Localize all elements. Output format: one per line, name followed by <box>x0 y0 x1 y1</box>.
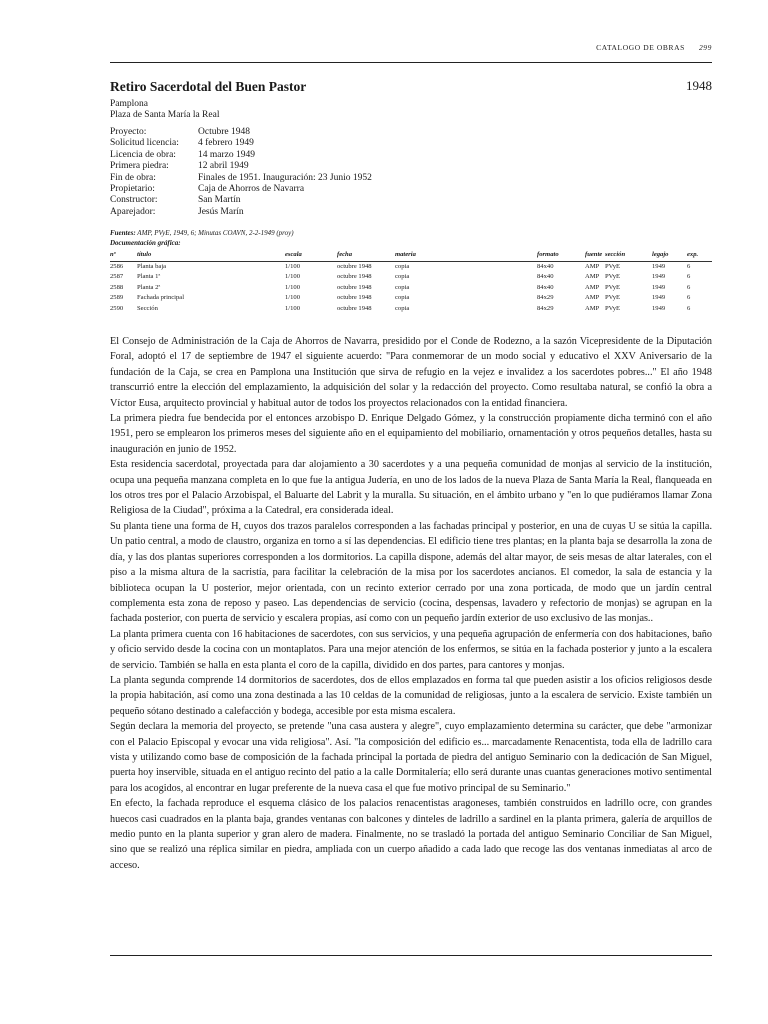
table-cell: 2590 <box>110 304 124 312</box>
fact-row <box>110 184 372 195</box>
fact-row <box>110 138 372 149</box>
table-cell: Fachada principal <box>137 294 185 301</box>
table-cell: Sección <box>137 304 158 312</box>
table-cell: AMP <box>585 304 600 312</box>
table-cell: 1/100 <box>285 273 301 280</box>
location-city: Pamplona <box>110 99 148 109</box>
table-cell: 2588 <box>110 283 124 291</box>
table-cell: 1/100 <box>285 294 301 301</box>
table-cell: 84x40 <box>537 262 554 270</box>
table-cell: AMP <box>585 273 600 280</box>
year: 1948 <box>686 78 712 93</box>
table-cell: PVyE <box>605 304 621 312</box>
fact-row <box>110 195 372 206</box>
table-cell: 2586 <box>110 262 124 270</box>
fact-value: Finales de 1951. Inauguración: 23 Junio 1952 <box>198 172 372 183</box>
col-header: legajo <box>652 250 687 261</box>
table-cell: AMP <box>585 283 600 291</box>
table-cell: copia <box>395 294 410 301</box>
location-address: Plaza de Santa María la Real <box>110 110 220 120</box>
fact-label: Fin de obra: <box>110 172 156 183</box>
fact-row <box>110 161 372 172</box>
fact-row <box>110 127 372 138</box>
table-cell: Planta 1ª <box>137 273 161 280</box>
fact-value: 12 abril 1949 <box>198 161 249 172</box>
page-title: Retiro Sacerdotal del Buen Pastor <box>110 79 307 94</box>
table-row <box>110 261 712 272</box>
table-cell: copia <box>395 283 410 291</box>
table-cell: octubre 1948 <box>337 294 372 301</box>
fact-row <box>110 173 372 184</box>
table-cell: Planta baja <box>137 262 167 270</box>
table-cell: 6 <box>687 304 691 312</box>
fact-row <box>110 207 372 218</box>
paragraph: La planta segunda comprende 14 dormitorios de sacerdotes, dos de ellos emplazados en forma tal que pueden asistir a los oficios religiosos desde la propia habitación, así como una zona destinada a las 10 celdas de la comunidad de religiosas, junto a la escalera de servicio. Existe también un pequeño sótano destinado a calefacción y bodega, accesible por esta misma escalera. <box>110 674 712 717</box>
col-header: materia <box>395 250 537 261</box>
fact-label: Aparejador: <box>110 206 156 217</box>
location-block <box>110 99 219 121</box>
sources-text: AMP, PVyE, 1949, 6; Minutas COAVN, 2-2-1949 (proy) <box>137 229 294 237</box>
fact-value: San Martín <box>198 195 241 206</box>
table-cell: 84x40 <box>537 273 554 280</box>
col-header: formato <box>537 250 585 261</box>
table-cell: AMP <box>585 294 600 301</box>
table-row <box>110 293 712 304</box>
table-cell: copia <box>395 273 410 280</box>
table-cell: 1/100 <box>285 262 301 270</box>
table-cell: Planta 2ª <box>137 283 161 291</box>
table-cell: 84x29 <box>537 304 554 312</box>
graphic-docs-label: Documentación gráfica: <box>110 239 181 247</box>
page-number: 299 <box>698 43 712 52</box>
paragraph: La planta primera cuenta con 16 habitaciones de sacerdotes, con sus servicios, y una pequeña agrupación de enfermería con dos habitaciones, baño y oficio servido desde la cocina con un montaplatos. Para una mejor atención de los enfermos, se sitúa en la fachada posterior y junto a la escalera de servicio. También se halla en esta planta el coro de la capilla, dividido en dos partes, para cantores y monjas. <box>110 628 712 671</box>
table-cell: copia <box>395 304 410 312</box>
fact-row <box>110 150 372 161</box>
table-cell: 1/100 <box>285 283 301 291</box>
table-row <box>110 283 712 294</box>
running-section: CATALOGO DE OBRAS <box>596 43 685 52</box>
paragraph: La primera piedra fue bendecida por el entonces arzobispo D. Enrique Delgado Gómez, y la construcción propiamente dicha terminó con el año 1951, pero se emplearon los primeros meses del siguiente año en el equipamiento del mobiliario, ornamentación y otros pequeños detalles, hasta su inauguración en junio de 1952. <box>110 413 712 455</box>
fact-label: Primera piedra: <box>110 161 169 172</box>
col-header: exp. <box>687 250 712 261</box>
paragraph: Su planta tiene una forma de H, cuyos dos trazos paralelos corresponden a las fachadas principal y posterior, en una de cuyas U se sitúa la capilla. Un patio central, a modo de claustro, organiza en torno a sí las dependencias. El edificio tiene tres plantas; en la planta baja se desarrolla la zona de día, y las dos plantas superiores corresponden a los dormitorios. La capilla dispone, además del altar mayor, de seis mesas de altar laterales, con el piso a la misma altura de la sacristía, para facilitar la celebración de la misa por los sacerdotes ancianos. El comedor, la sala de estancia y la biblioteca ocupan la U posterior, mejor orientada, con un recinto exterior cerrado por una zona porticada, de modo que un jardín central complementa esta zona de reposo y paseo. Las dependencias de servicio (cocina, despensas, lavadero y refectorio de monjas) se agrupan en la fachada posterior, con puerta de servicio y escalera propias, así como con un pequeño jardín exterior de uso exclusivo de las monjas.. <box>110 520 712 625</box>
fact-label: Licencia de obra: <box>110 149 176 160</box>
table-cell: 84x40 <box>537 283 554 291</box>
paragraph: Según declara la memoria del proyecto, se pretende "una casa austera y alegre", cuyo emplazamiento determina su carácter, que debe "armonizar con el Palacio Episcopal y evocar una vida religiosa". Así. "la composición del edificio es... marcadamente Renacentista, toda ella de ladrillo cara vista y utilizando como base de composición de la fachada principal la portada de piedra del antiguo Seminario con la dedicación de San Miguel, puerta hoy inservible, situada en el antiguo recinto del patio a la calle Dormitalería; ello será durante unas cuantas generaciones motivo sentimental para los acogidos, al encontrar en lugar preferente de la nueva casa el que fue motivo principal de su Seminario." <box>110 721 712 794</box>
table-header-row <box>110 250 712 261</box>
table-cell: copia <box>395 262 410 270</box>
table-cell: octubre 1948 <box>337 262 372 270</box>
table-cell: 84x29 <box>537 294 554 301</box>
fact-value: 4 febrero 1949 <box>198 138 254 149</box>
table-cell: AMP <box>585 262 600 270</box>
documents-table <box>110 250 712 314</box>
table-row <box>110 272 712 283</box>
fact-label: Solicitud licencia: <box>110 138 179 149</box>
table-cell: 1949 <box>652 262 666 270</box>
table-cell: PVyE <box>605 262 621 270</box>
table-cell: 6 <box>687 262 691 270</box>
sources-block <box>110 228 710 248</box>
col-header: nº <box>110 250 137 261</box>
fact-value: 14 marzo 1949 <box>198 149 255 160</box>
table-cell: 1949 <box>652 273 666 280</box>
fact-label: Propietario: <box>110 184 155 195</box>
title-row <box>110 78 712 96</box>
table-cell: 2587 <box>110 273 124 280</box>
footer-rule <box>110 955 712 956</box>
running-header <box>596 43 712 52</box>
table-row <box>110 304 712 315</box>
col-header: escala <box>285 250 337 261</box>
table-cell: 1/100 <box>285 304 301 312</box>
body-text <box>110 334 712 873</box>
table-cell: 2589 <box>110 294 124 301</box>
table-cell: PVyE <box>605 273 621 280</box>
table-cell: 1949 <box>652 283 666 291</box>
table-cell: octubre 1948 <box>337 283 372 291</box>
paragraph: En efecto, la fachada reproduce el esquema clásico de los palacios renacentistas aragoneses, también construidos en ladrillo ocre, con grandes huecos casi cuadrados en la planta baja, grandes ventanas con balcones y dinteles de ladrillo a sardinel en la planta primera, galería de arquillos de medio punto en la planta superior y gran alero de madera. Finalmente, no se trasladó la portada del antiguo Seminario Conciliar de San Miguel, sino que se realizó una réplica similar en piedra, ampliada con un cuerpo añadido a cada lado que recoge las dos ventanas inmediatas al arco de acceso. <box>110 798 712 871</box>
sources-label: Fuentes: <box>110 229 136 237</box>
col-header: fuente <box>585 250 605 261</box>
table-cell: PVyE <box>605 283 621 291</box>
table-cell: 1949 <box>652 294 666 301</box>
col-header: título <box>137 250 285 261</box>
table-cell: 6 <box>687 273 691 280</box>
fact-value: Jesús Marín <box>198 206 244 217</box>
table-cell: 6 <box>687 294 691 301</box>
table-cell: octubre 1948 <box>337 273 372 280</box>
fact-value: Caja de Ahorros de Navarra <box>198 184 305 195</box>
table-cell: PVyE <box>605 294 621 301</box>
fact-label: Proyecto: <box>110 127 147 137</box>
fact-label: Constructor: <box>110 195 158 206</box>
table-cell: octubre 1948 <box>337 304 372 312</box>
header-rule <box>110 62 712 63</box>
col-header: sección <box>605 250 652 261</box>
table-cell: 1949 <box>652 304 666 312</box>
facts-list <box>110 127 372 218</box>
paragraph: Esta residencia sacerdotal, proyectada para dar alojamiento a 30 sacerdotes y a una pequeña comunidad de monjas al servicio de la institución, ocupa una pequeña manzana completa en lo que fue la antigua Judería, en uno de los lados de la nueva Plaza de Santa María la Real, flanqueada en los otros tres por el Palacio Arzobispal, el Baluarte del Labrit y la muralla. Su situación, en el ámbito urbano y "en lo que pudiéramos llamar Zona Religiosa de la Ciudad", próxima a la Catedral, era considerada ideal. <box>110 459 712 517</box>
fact-value: Octubre 1948 <box>198 127 250 137</box>
col-header: fecha <box>337 250 395 261</box>
paragraph: El Consejo de Administración de la Caja de Ahorros de Navarra, presidido por el Conde de Rodezno, a la sazón Vicepresidente de la Diputación Foral, adoptó el 17 de septiembre de 1947 el siguiente acuerdo: "Para conmemorar de un modo social y educativo el XXV Aniversario de la fundación de la Caja, se crea en Pamplona una Institución que sirva de refugio en la vejez e invalidez a los sacerdotes pobres..." El año 1948 transcurrió entre la elección del emplazamiento, la adquisición del solar y la redacción del proyecto. Como resultaba natural, se confió la obra a Víctor Eusa, arquitecto provincial y habitual autor de todos los proyectos relacionados con la entidad financiera. <box>110 336 712 409</box>
table-cell: 6 <box>687 283 691 291</box>
